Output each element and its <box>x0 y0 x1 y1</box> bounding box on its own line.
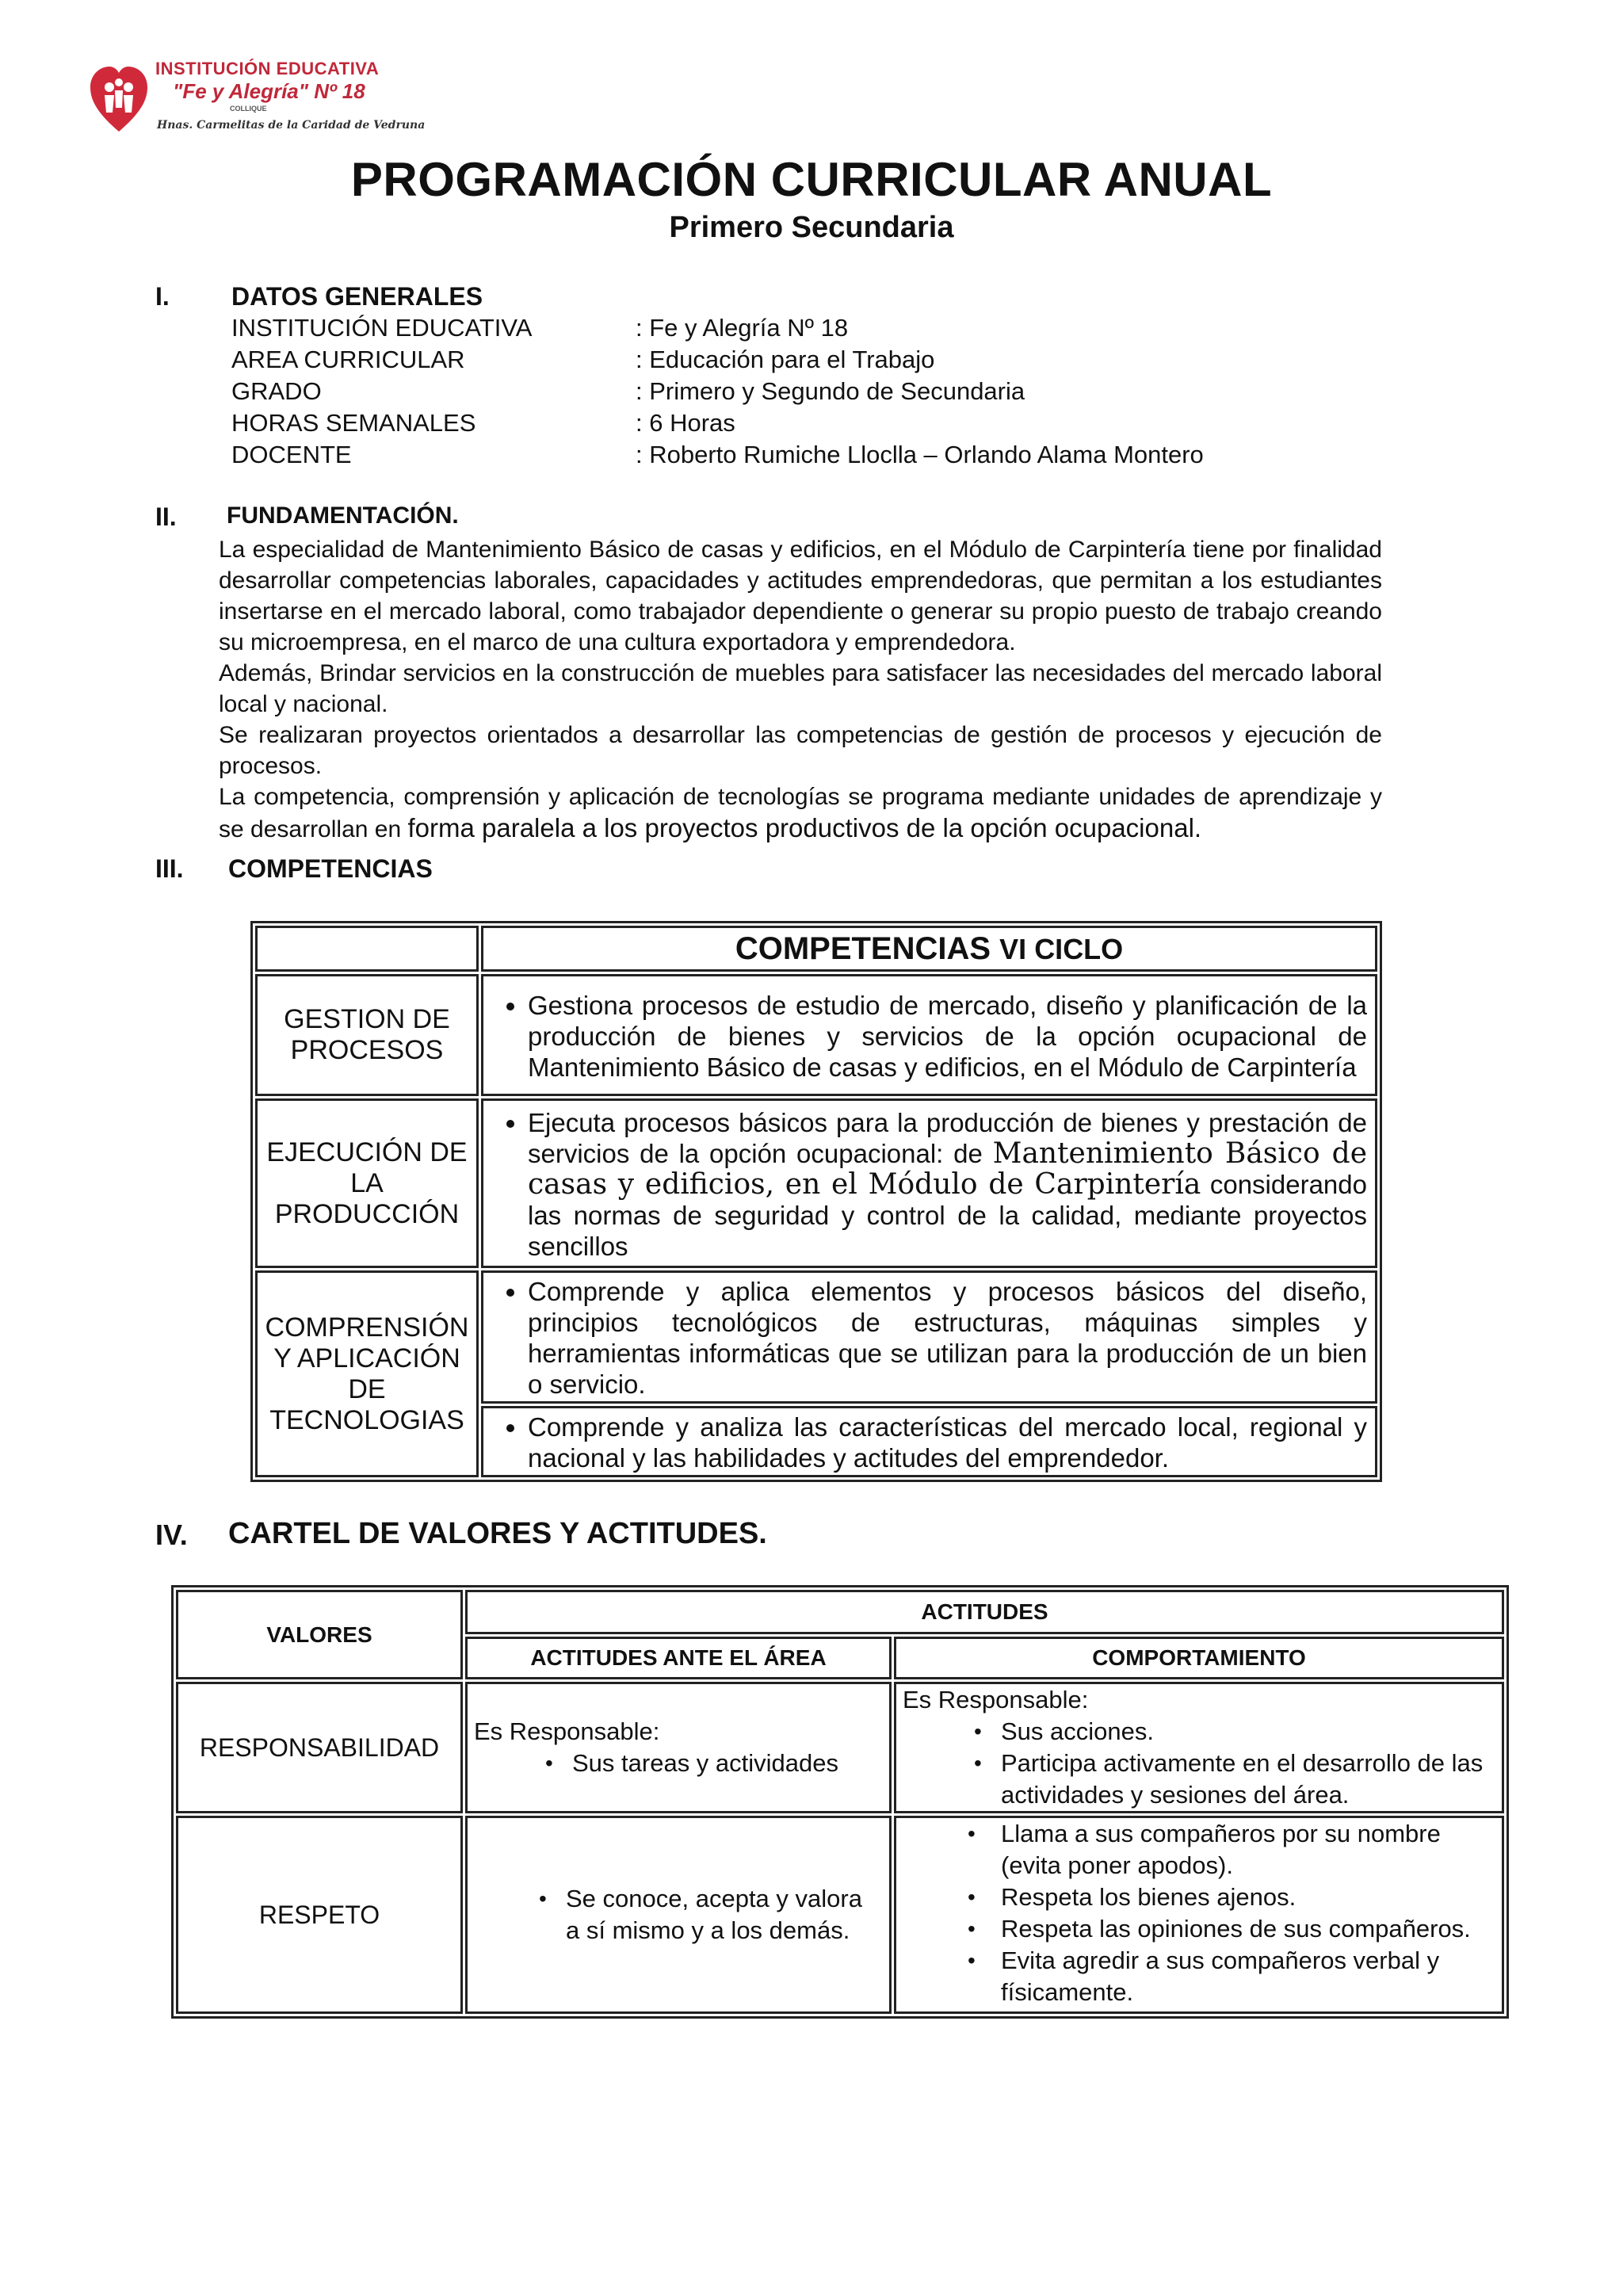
competencia-cell <box>481 1270 1377 1404</box>
paragraph: Además, Brindar servicios en la construcción de muebles para satisfacer las necesidades del mercado laboral local y nacional. <box>219 660 1382 717</box>
paragraph: Se realizaran proyectos orientados a desarrollar las competencias de gestión de procesos y ejecución de procesos. <box>219 722 1382 779</box>
competencia-cell <box>481 1098 1377 1268</box>
paragraph <box>219 781 1382 845</box>
heart-emblem-icon <box>89 63 149 133</box>
cell-intro: Es Responsable: <box>474 1717 660 1745</box>
list-item: • Participa activamente en el desarrollo de las actividades y sesiones del área. <box>903 1748 1502 1811</box>
list-item: • Sus acciones. <box>903 1716 1502 1748</box>
list-item: • Respeta las opiniones de sus compañeros. <box>896 1913 1502 1945</box>
list-item: • Llama a sus compañeros por su nombre (evita poner apodos). <box>896 1818 1502 1881</box>
competencia-label: GESTION DE PROCESOS <box>255 974 479 1096</box>
paragraph-part: La competencia, comprensión y aplicación de tecnologías se programa mediante unidades de aprendizaje y se desarrollan en <box>219 784 1382 842</box>
list-item: • Comprende y analiza las características del mercado local, regional y nacional y las habilidades y actitudes del emprendedor. <box>528 1412 1367 1473</box>
competencias-header <box>481 926 1377 972</box>
section-1-number: I. <box>155 282 170 311</box>
page-title: PROGRAMACIÓN CURRICULAR ANUAL <box>350 153 1273 206</box>
list-item-part: Mantenimiento Básico de casas y edificios, en el Módulo de Carpintería <box>528 1137 1368 1201</box>
actitudes-header: ACTITUDES <box>465 1590 1504 1634</box>
cell-intro: Es Responsable: <box>903 1686 1089 1713</box>
datos-value: : Fe y Alegría Nº 18 <box>636 314 849 342</box>
empty-header-cell <box>255 926 479 972</box>
valor-cell: RESPONSABILIDAD <box>176 1682 463 1813</box>
comportamiento-cell <box>894 1682 1504 1813</box>
header-text: COMPETENCIAS <box>735 930 1000 966</box>
section-2-title: FUNDAMENTACIÓN. <box>227 502 459 529</box>
competencia-cell <box>481 1406 1377 1477</box>
datos-value: : Roberto Rumiche Lloclla – Orlando Alama Montero <box>636 441 1204 468</box>
section-2-number: II. <box>155 502 177 531</box>
actitud-area-cell <box>465 1682 892 1813</box>
comportamiento-header: COMPORTAMIENTO <box>894 1637 1504 1679</box>
list-item-part: considerando las normas de seguridad y control de la calidad, mediante proyectos sencillos <box>528 1169 1367 1261</box>
datos-label: INSTITUCIÓN EDUCATIVA <box>231 314 533 342</box>
logo-line-3: COLLIQUE <box>230 105 267 113</box>
datos-label: DOCENTE <box>231 441 352 468</box>
list-item-part: Ejecuta procesos básicos para la producción de bienes y prestación de servicios de la opción ocupacional: de <box>528 1107 1367 1168</box>
list-item: • Se conoce, acepta y valora a sí mismo y a los demás. <box>468 1883 889 1946</box>
competencias-table <box>250 921 1382 1482</box>
list-item: • Comprende y aplica elementos y procesos básicos del diseño, principios tecnológicos de estructuras, máquinas simples y herramientas informáticas que se utilizan para la producción de un bien o servicio. <box>528 1276 1367 1400</box>
section-4-title: CARTEL DE VALORES Y ACTITUDES. <box>228 1517 767 1550</box>
school-logo <box>86 57 426 146</box>
datos-label: GRADO <box>231 377 322 405</box>
competencia-cell <box>481 974 1377 1096</box>
comportamiento-cell <box>894 1816 1504 2014</box>
paragraph-part: forma paralela a los proyectos productivos de la opción ocupacional. <box>407 813 1202 842</box>
valores-header: VALORES <box>176 1590 463 1679</box>
datos-value: : 6 Horas <box>636 409 735 437</box>
valor-cell: RESPETO <box>176 1816 463 2014</box>
actitudes-area-header: ACTITUDES ANTE EL ÁREA <box>465 1637 892 1679</box>
datos-value: : Educación para el Trabajo <box>636 346 935 373</box>
fundamentacion-text <box>219 534 1382 845</box>
list-item: • Gestiona procesos de estudio de mercado, diseño y planificación de la producción de bienes y servicios de la opción ocupacional de Mantenimiento Básico de casas y edificios, en el Módulo de Carpintería <box>528 990 1367 1083</box>
datos-label: AREA CURRICULAR <box>231 346 465 373</box>
logo-line-2: "Fe y Alegría" Nº 18 <box>173 79 365 103</box>
section-4-number: IV. <box>155 1519 188 1551</box>
datos-value: : Primero y Segundo de Secundaria <box>636 377 1025 405</box>
competencia-label: EJECUCIÓN DE LA PRODUCCIÓN <box>255 1098 479 1268</box>
logo-line-4: Hnas. Carmelitas de la Caridad de Vedruna <box>157 119 426 132</box>
logo-line-1: INSTITUCIÓN EDUCATIVA <box>155 59 380 78</box>
page-subtitle: Primero Secundaria <box>669 211 954 244</box>
datos-label: HORAS SEMANALES <box>231 409 476 437</box>
list-item: • Sus tareas y actividades <box>474 1748 889 1779</box>
actitud-area-cell <box>465 1816 892 2014</box>
competencia-label: COMPRENSIÓN Y APLICACIÓN DE TECNOLOGIAS <box>255 1270 479 1477</box>
list-item <box>528 1107 1367 1262</box>
section-3-number: III. <box>155 854 184 883</box>
section-1-title: DATOS GENERALES <box>231 282 483 311</box>
valores-actitudes-table <box>171 1585 1509 2019</box>
list-item: • Evita agredir a sus compañeros verbal y físicamente. <box>896 1945 1502 2008</box>
header-cycle: VI CICLO <box>999 932 1124 965</box>
paragraph: La especialidad de Mantenimiento Básico de casas y edificios, en el Módulo de Carpintería tiene por finalidad desarrollar competencias laborales, capacidades y actitudes emprendedoras, que permitan a los estudiantes insertarse en el mercado laboral, como trabajador dependiente o generar su propio puesto de trabajo creando su microempresa, en el marco de una cultura exportadora y emprendedora. <box>219 537 1382 655</box>
list-item: • Respeta los bienes ajenos. <box>896 1881 1502 1913</box>
section-3-title: COMPETENCIAS <box>228 854 433 883</box>
